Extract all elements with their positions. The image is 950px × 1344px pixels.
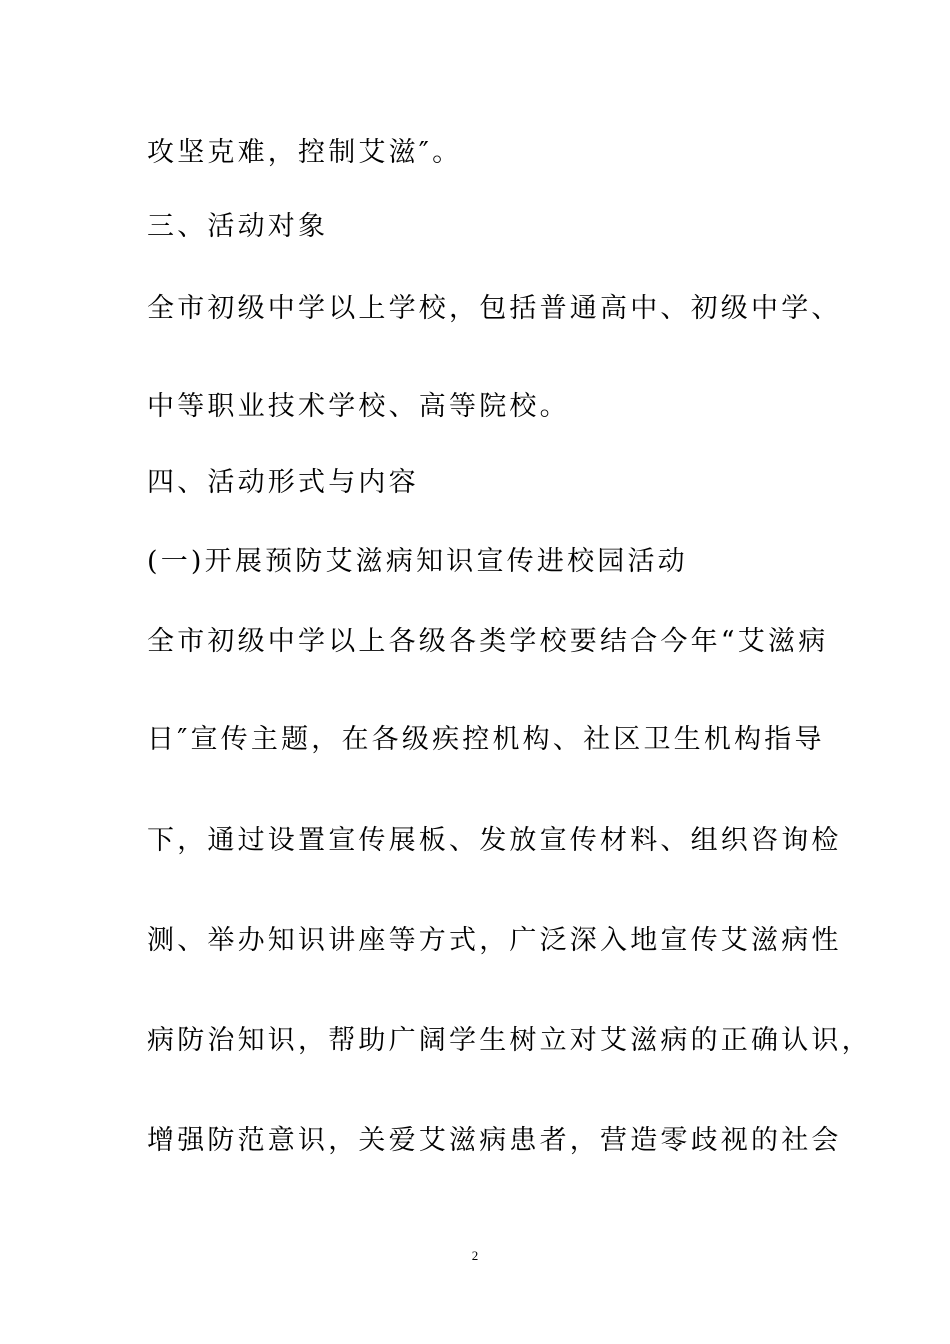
section-heading-activity-target: 三、活动对象 [147,211,329,242]
body-text-line: 中等职业技术学校、高等院校。 [147,391,570,422]
body-text-line: 攻坚克难，控制艾滋″。 [147,137,463,168]
body-text-line: 下，通过设置宣传展板、发放宣传材料、组织咨询检 [147,825,842,856]
body-text-line: 全市初级中学以上学校，包括普通高中、初级中学、 [147,293,842,324]
body-text-line: 测、举办知识讲座等方式，广泛深入地宣传艾滋病性 [147,925,842,956]
body-text-line: 日″宣传主题，在各级疾控机构、社区卫生机构指导 [147,724,825,755]
subsection-heading: (一)开展预防艾滋病知识宣传进校园活动 [147,546,688,577]
section-heading-activity-form: 四、活动形式与内容 [147,467,419,498]
body-text-line: 全市初级中学以上各级各类学校要结合今年“艾滋病 [147,626,829,657]
body-text-line: 病防治知识，帮助广阔学生树立对艾滋病的正确认识， [147,1025,872,1056]
page-number: 2 [471,1248,479,1263]
body-text-line: 增强防范意识，关爱艾滋病患者，营造零歧视的社会 [147,1125,842,1156]
